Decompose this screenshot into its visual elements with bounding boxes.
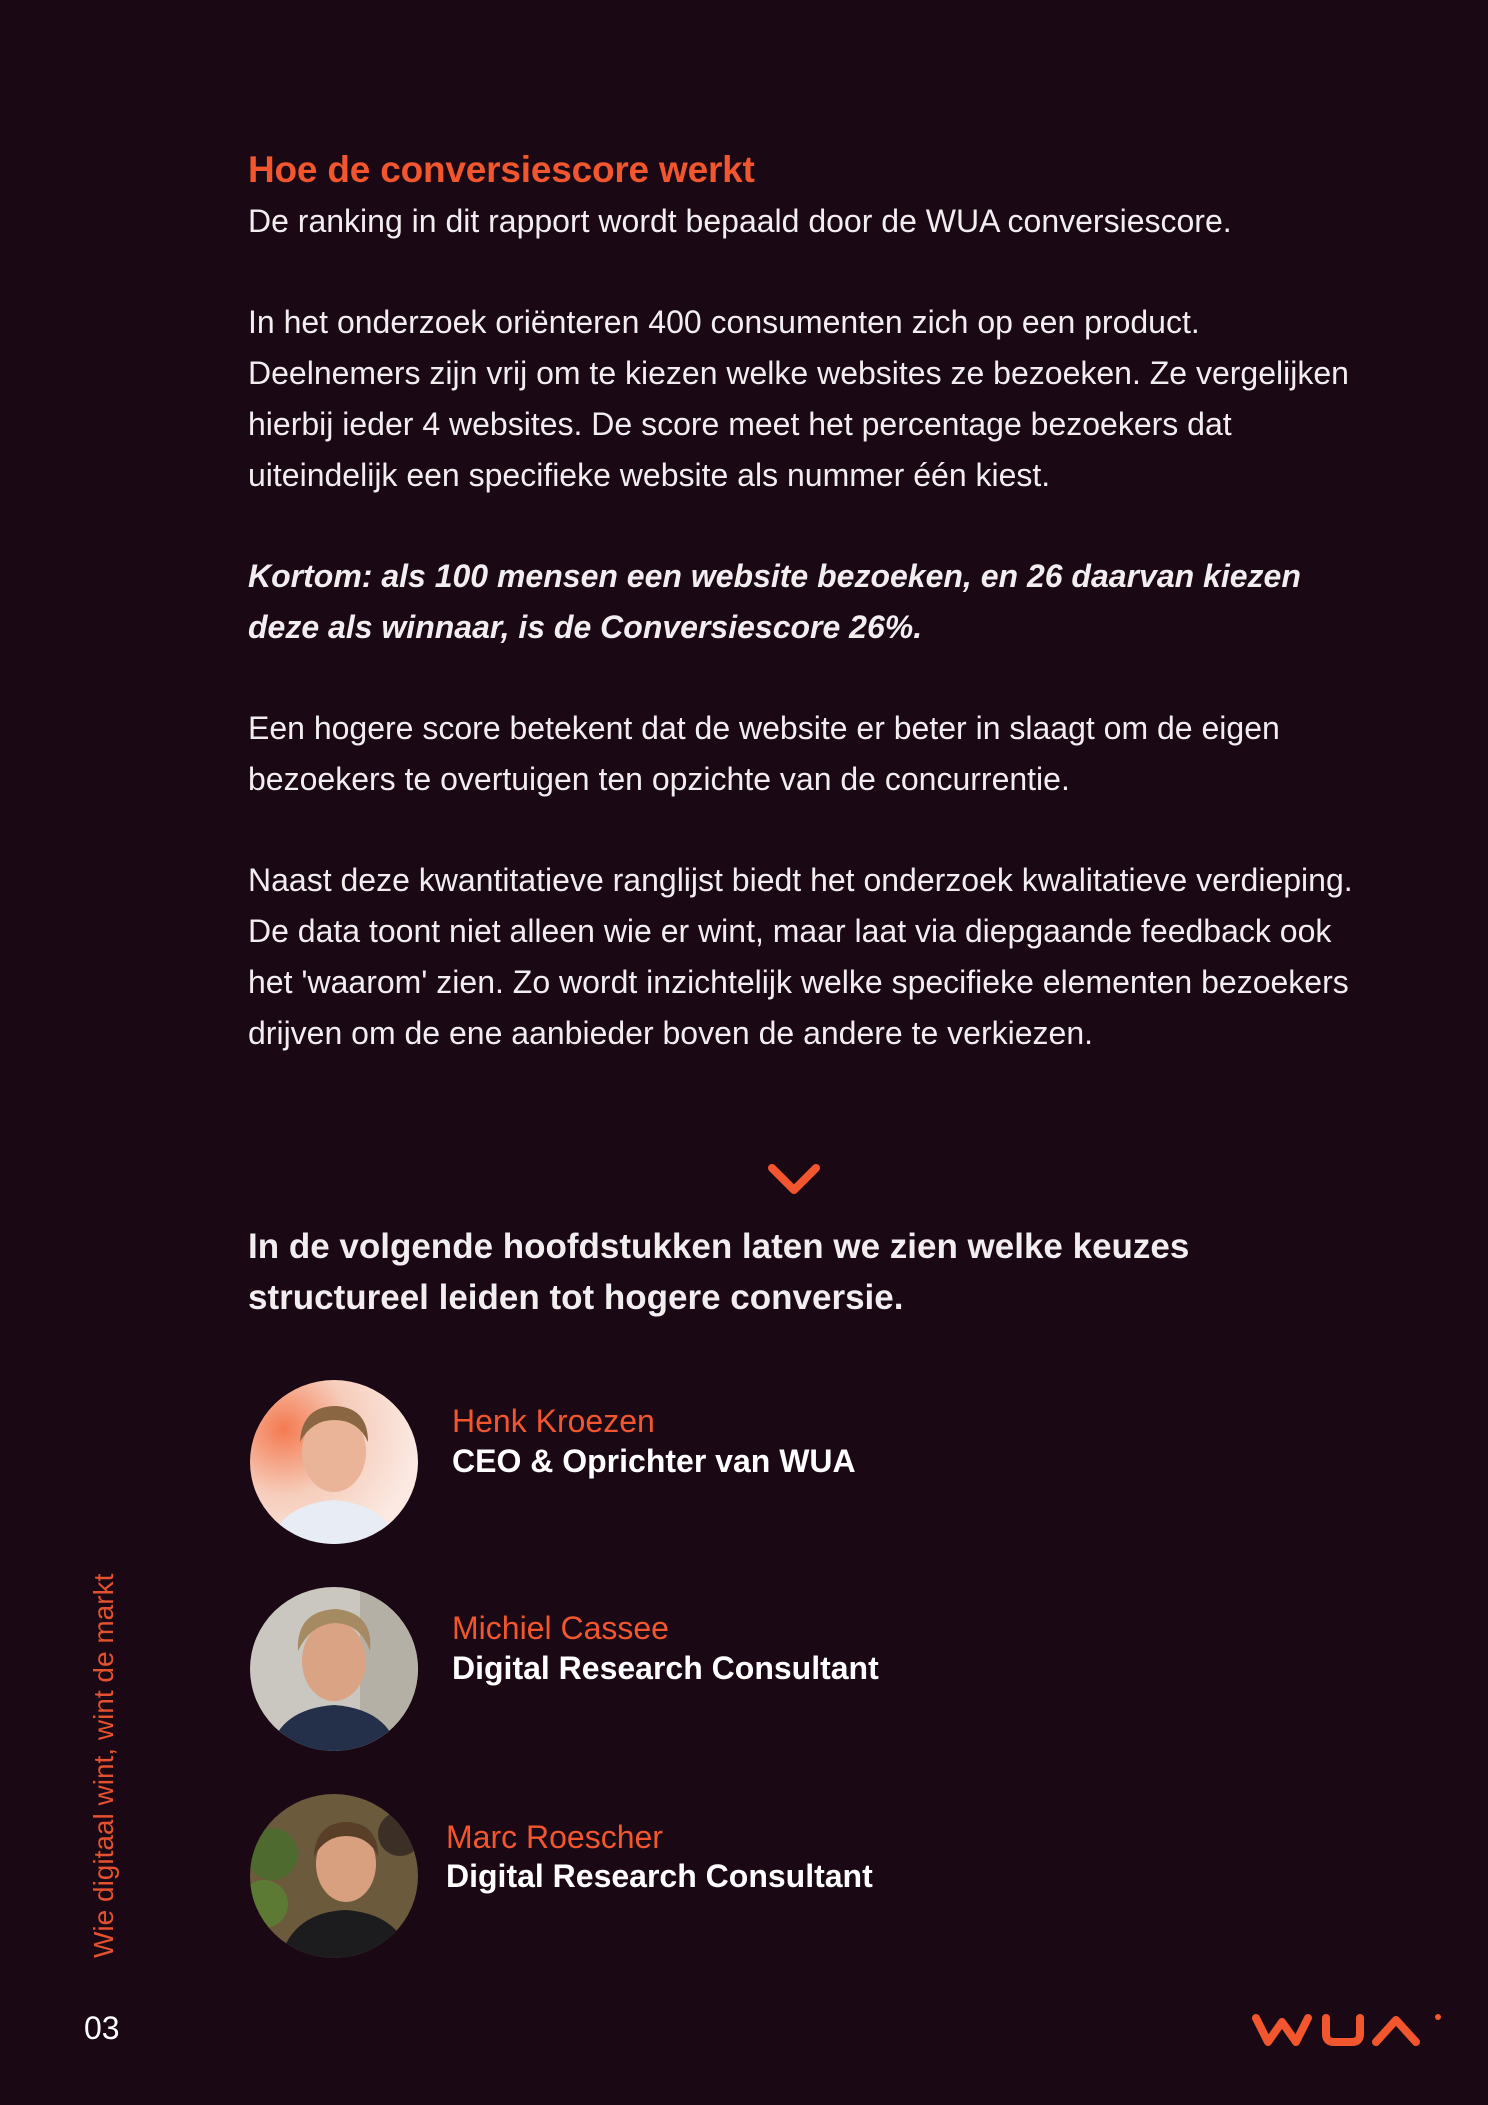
page-number: 03 (84, 2010, 120, 2046)
vertical-tagline: Wie digitaal wint, wint de markt (88, 1573, 119, 1958)
person-card (250, 1587, 1150, 1753)
avatar (250, 1380, 418, 1544)
summary-paragraph: Kortom: als 100 mensen een website bezoeken, en 26 daarvan kiezen deze als winnaar, is de Conversiescore 26%. (248, 558, 1301, 645)
avatar (250, 1794, 418, 1958)
method-paragraph: In het onderzoek oriënteren 400 consumenten zich op een product. Deelnemers zijn vrij om te kiezen welke websites ze bezoeken. Ze vergelijken hierbij ieder 4 websites. De score meet het percentage bezoekers dat uiteindelijk een specifieke website als nummer één kiest. (248, 304, 1349, 493)
wua-logo (1250, 2012, 1446, 2048)
person-role: Digital Research Consultant (446, 1858, 873, 1894)
person-card (250, 1380, 1150, 1546)
avatar (250, 1587, 418, 1751)
cta-statement: In de volgende hoofdstukken laten we zien welke keuzes structureel leiden tot hogere conversie. (248, 1227, 1190, 1317)
section-title: Hoe de conversiescore werkt (248, 149, 755, 190)
chevron-down-icon (766, 1162, 822, 1196)
person-name: Michiel Cassee (452, 1610, 669, 1646)
person-card (250, 1794, 1150, 1960)
qualitative-paragraph: Naast deze kwantitatieve ranglijst biedt het onderzoek kwalitatieve verdieping. De data toont niet alleen wie er wint, maar laat via diepgaande feedback ook het 'waarom' zien. Zo wordt inzichtelijk welke specifieke elementen bezoekers drijven om de ene aanbieder boven de andere te verkiezen. (248, 862, 1353, 1051)
text-section (248, 148, 1378, 1059)
score-meaning-paragraph: Een hogere score betekent dat de website er beter in slaagt om de eigen bezoekers te overtuigen ten opzichte van de concurrentie. (248, 710, 1280, 797)
person-role: CEO & Oprichter van WUA (452, 1443, 856, 1479)
person-name: Marc Roescher (446, 1819, 663, 1855)
person-name: Henk Kroezen (452, 1403, 655, 1439)
intro-paragraph: De ranking in dit rapport wordt bepaald door de WUA conversiescore. (248, 203, 1232, 239)
person-role: Digital Research Consultant (452, 1650, 879, 1686)
